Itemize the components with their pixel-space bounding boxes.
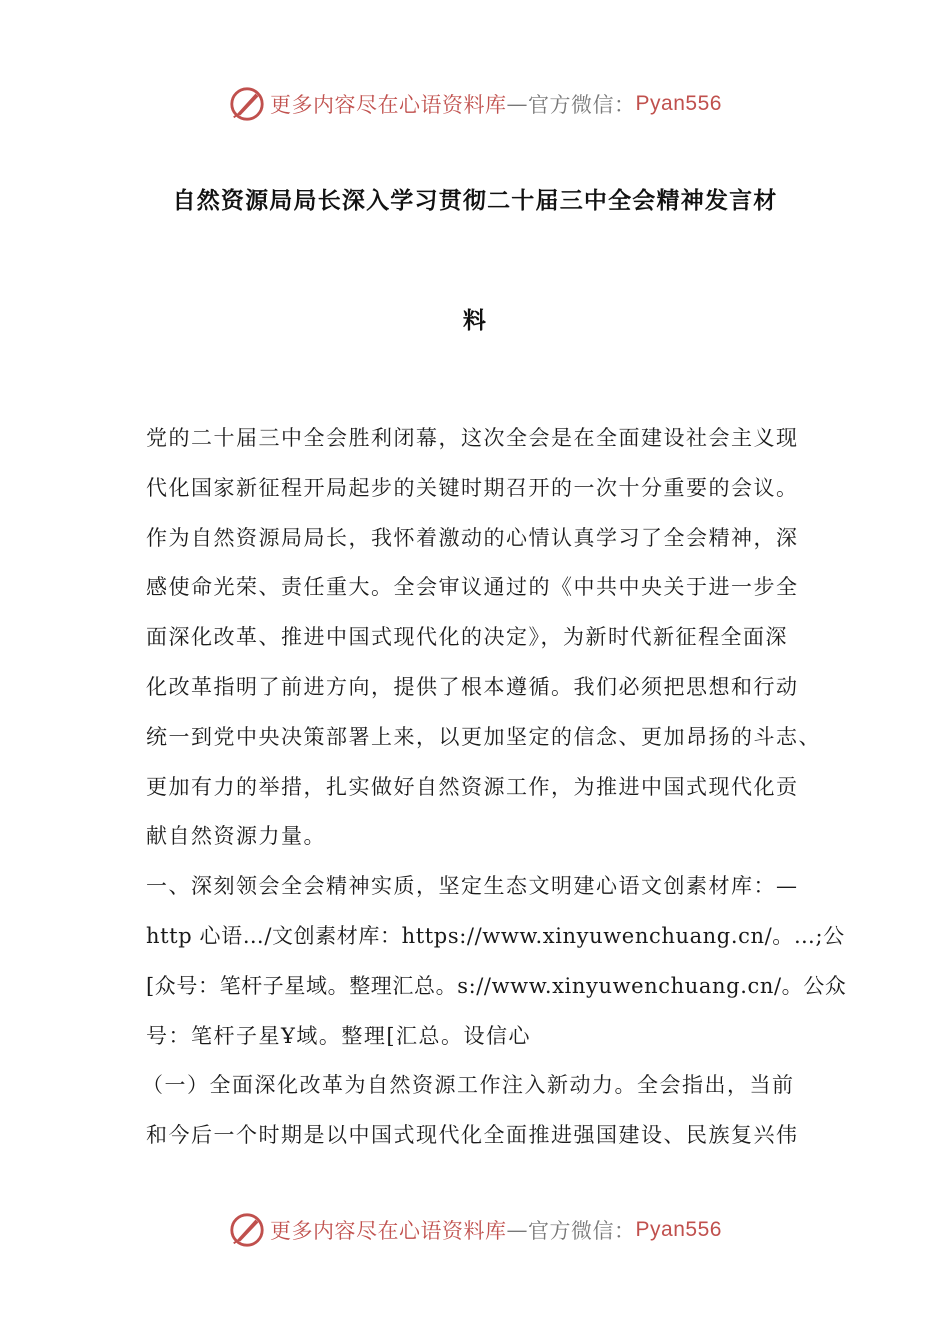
body-line: 化改革指明了前进方向，提供了根本遵循。我们必须把思想和行动 <box>146 674 799 699</box>
banner-wechat-id: Pyan556 <box>635 1218 722 1241</box>
banner-wechat-label: 官方微信： <box>528 1219 636 1243</box>
body-line: （一）全面深化改革为自然资源工作注入新动力。全会指出，当前 <box>142 1073 795 1098</box>
banner-dash: — <box>506 1218 529 1242</box>
body-line: 面深化改革、推进中国式现代化的决定》，为新时代新征程全面深 <box>146 625 788 650</box>
body-line: 更加有力的举措，扎实做好自然资源工作，为推进中国式现代化贡 <box>146 774 799 799</box>
body-line: 作为自然资源局局长，我怀着激动的心情认真学习了全会精神，深 <box>146 525 799 550</box>
body-line: 代化国家新征程开局起步的关键时期召开的一次十分重要的会议。 <box>146 475 799 500</box>
banner-text: 更多内容尽在心语资料库 <box>270 1219 507 1243</box>
banner-wechat-id: Pyan556 <box>635 92 722 115</box>
body-line: 献自然资源力量。 <box>146 824 326 849</box>
body-line: 党的二十届三中全会胜利闭幕，这次全会是在全面建设社会主义现 <box>146 426 799 450</box>
banner-dash: — <box>506 92 529 116</box>
footer-banner <box>0 1208 950 1252</box>
header-banner <box>0 82 950 126</box>
body-line: 号：笔杆子星Ұ域。整理[汇总。设信心 <box>146 1023 532 1048</box>
banner-wechat-label: 官方微信： <box>528 93 636 117</box>
quill-logo-icon <box>228 85 266 123</box>
document-title-line-1: 自然资源局局长深入学习贯彻二十届三中全会精神发言材 <box>172 188 778 214</box>
quill-logo-icon <box>228 1211 266 1249</box>
body-line: 一、深刻领会全会精神实质，坚定生态文明建心语文创素材库：— <box>146 874 799 899</box>
document-body <box>142 414 847 1161</box>
body-line: 统一到党中央决策部署上来，以更加坚定的信念、更加昂扬的斗志、 <box>146 724 821 749</box>
body-line: [众号：笔杆子星域。整理汇总。s://www.xinyuwenchuang.cn/。公众 <box>146 973 847 998</box>
body-line: http 心语…/文创素材库：https://www.xinyuwenchuang.cn/。…;公 <box>146 923 845 948</box>
banner-text: 更多内容尽在心语资料库 <box>270 93 507 117</box>
body-line: 和今后一个时期是以中国式现代化全面推进强国建设、民族复兴伟 <box>146 1123 799 1148</box>
document-title-line-2: 料 <box>462 308 488 334</box>
body-line: 感使命光荣、责任重大。全会审议通过的《中共中央关于进一步全 <box>146 575 799 600</box>
